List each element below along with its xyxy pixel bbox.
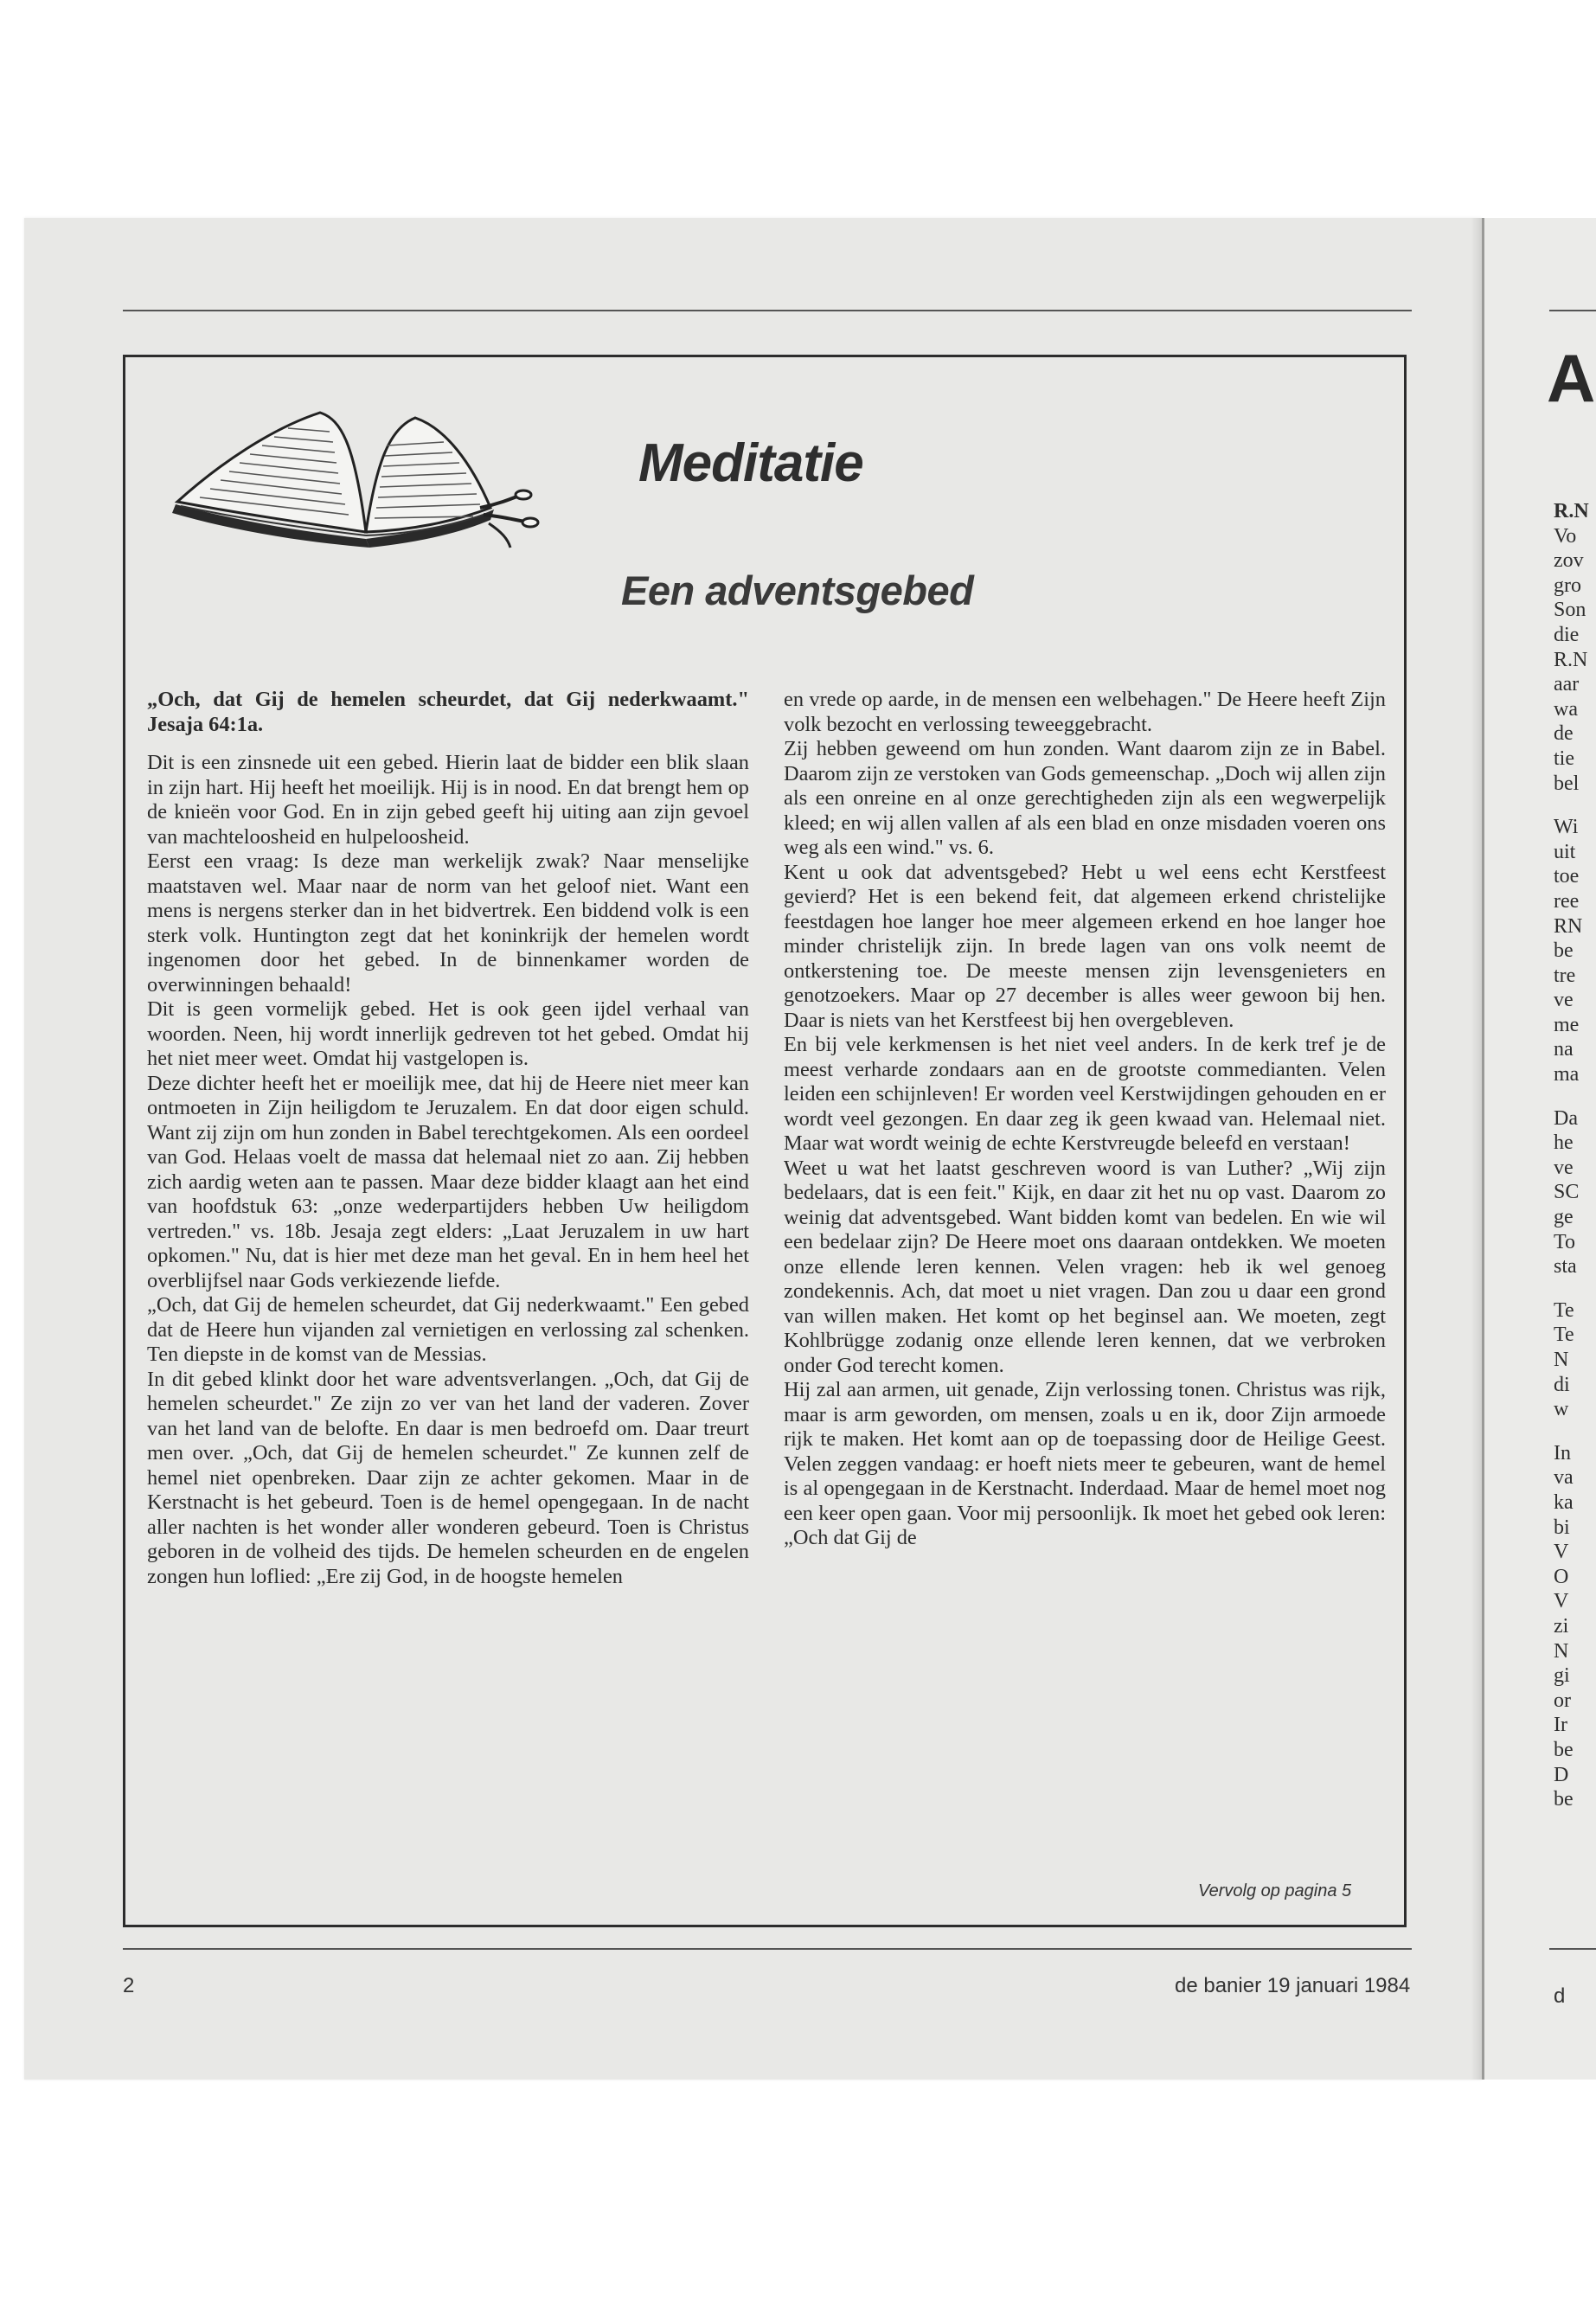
- fragment: To: [1554, 1230, 1575, 1253]
- top-rule: [123, 310, 1412, 311]
- fragment: toe: [1554, 865, 1580, 888]
- binding-shadow: [1471, 218, 1483, 2080]
- fragment: ve: [1554, 989, 1574, 1012]
- fragment: na: [1554, 1038, 1574, 1061]
- spacer: [1554, 1422, 1596, 1441]
- epigraph: [147, 688, 749, 737]
- bottom-rule: [123, 1948, 1412, 1950]
- fragment: aar: [1554, 673, 1580, 696]
- paragraph: En bij vele kerkmensen is het niet veel anders. In de kerk tref je de meest verharde zondaars aan en de grootste commedianten. Velen leiden een schijnleven! Er worden veel Kerstwijdingen gehouden en er wordt veel gezongen. En daar zeg ik geen kwaad van. Helemaal niet. Maar wat wordt weinig de echte Kerstvreugde beleefd en verstaan!: [784, 1033, 1386, 1155]
- fragment: w: [1554, 1398, 1569, 1421]
- fragment: sta: [1554, 1255, 1577, 1279]
- fragment: wa: [1554, 697, 1578, 721]
- paragraph: Zij hebben geweend om hun zonden. Want daarom zijn ze in Babel. Daarom zijn ze verstoken van Gods gemeenschap. „Doch wij allen zijn als een onreine en al onze gerechtigheden zijn als een wegwerpelijk kleed; en wij allen vallen af als een blad en onze misdaden voeren ons weg als een wind." vs. 6.: [784, 737, 1386, 859]
- page-number: 2: [123, 1974, 135, 1997]
- fragment: ree: [1554, 889, 1580, 913]
- facing-page-top-rule: [1549, 310, 1596, 311]
- fragment: N: [1554, 1349, 1569, 1371]
- fragment: R.N: [1554, 500, 1589, 522]
- continued-note: Vervolg op pagina 5: [1198, 1881, 1352, 1900]
- fragment: de: [1554, 722, 1574, 746]
- paragraph: Dit is geen vormelijk gebed. Het is ook geen ijdel verhaal van woorden. Neen, hij wordt innerlijk gedreven tot het gebed. Omdat hij het niet meer weet. Omdat hij vastgelopen is.: [147, 997, 749, 1070]
- fragment: R.N: [1554, 648, 1588, 671]
- fragment: uit: [1554, 840, 1576, 863]
- fragment: tie: [1554, 747, 1574, 770]
- fragment: RN: [1554, 914, 1583, 938]
- issue-footer: de banier 19 januari 1984: [1175, 1974, 1411, 1997]
- section-heading: Meditatie: [638, 433, 863, 493]
- fragment: In: [1554, 1441, 1571, 1465]
- right-text-column: [784, 688, 1386, 1551]
- fragment: Da: [1554, 1106, 1578, 1130]
- paragraph: Weet u wat het laatst geschreven woord is van Luther? „Wij zijn bedelaars, dat is een feit." Kijk, en daar zit het nu op vast. Daarom zo weinig dat adventsgebed. Want bidden komt van bedelen. En wie wil een bedelaar zijn? De Heere moet ons daaraan ontdekken. We moeten onze ellende leren kennen. Velen vragen: heb ik wel genoeg zondekennis. Ach, dat moet u niet vragen. Dan zou u daar een grond van willen maken. Het komt op het beginsel aan. We moeten, zegt Kohlbrügge zodanig onze ellende leren kennen, dat we verbroken onder God terecht komen.: [784, 1156, 1386, 1377]
- fragment: zov: [1554, 549, 1584, 573]
- fragment: or: [1554, 1689, 1571, 1712]
- fragment: tre: [1554, 964, 1576, 987]
- fragment: gi: [1554, 1664, 1570, 1688]
- fragment: die: [1554, 623, 1580, 646]
- fragment: gro: [1554, 574, 1581, 597]
- paragraph: Deze dichter heeft het er moeilijk mee, dat hij de Heere niet meer kan ontmoeten in Zijn heiligdom te Jeruzalem. En dat door eigen schuld. Want zij zijn om hun zonden in Babel terechtgekomen. Als een oordeel van God. Helaas voelt de massa dat helemaal niet zo aan. Zij hebben zich aardig weten aan te passen. Maar deze bidder klaagt aan het eind van hoofdstuk 63: „onze wederpartijders hebben Uw heiligdom vertreden." vs. 18b. Jesaja zegt elders: „Laat Jeruzalem in uw hart opkomen." Nu, dat is hier met deze man het geval. En in hem heel het overblijfsel naar Gods verkiezende liefde.: [147, 1071, 749, 1292]
- paragraph: Dit is een zinsnede uit een gebed. Hierin laat de bidder een blik slaan in zijn hart. Hij heeft het moeilijk. Hij is in nood. En dat brengt hem op de knieën voor God. En in zijn gebed geeft hij uiting aan zijn gevoel van machteloosheid en hulpeloosheid.: [147, 751, 749, 849]
- open-bible-icon: [169, 394, 575, 562]
- fragment: Wi: [1554, 816, 1579, 839]
- fragment: Te: [1554, 1298, 1574, 1322]
- fragment: ge: [1554, 1206, 1574, 1229]
- fragment: N: [1554, 1639, 1569, 1663]
- fragment: Vo: [1554, 524, 1577, 548]
- fragment: Son: [1554, 599, 1586, 622]
- fragment: SC: [1554, 1181, 1580, 1204]
- fragment: be: [1554, 1738, 1574, 1761]
- facing-page-footer-fragment: d: [1554, 1984, 1566, 2008]
- fragment: ve: [1554, 1156, 1574, 1179]
- facing-page-text-fragments: [1554, 499, 1596, 1812]
- fragment: bi: [1554, 1516, 1570, 1539]
- paragraph: en vrede op aarde, in de mensen een welbehagen." De Heere heeft Zijn volk bezocht en verlossing teweeggebracht.: [784, 688, 1386, 736]
- fragment: di: [1554, 1373, 1570, 1396]
- facing-page-bottom-rule: [1549, 1948, 1596, 1950]
- epigraph-reference: Jesaja 64:1a.: [147, 712, 264, 736]
- spacer: [1554, 1279, 1596, 1298]
- facing-page-heading-fragment: A: [1547, 340, 1596, 416]
- fragment: ka: [1554, 1490, 1574, 1514]
- spacer: [1554, 1087, 1596, 1106]
- paragraph: „Och, dat Gij de hemelen scheurdet, dat Gij nederkwaamt." Een gebed dat de Heere hun vijanden zal vernietigen en verlossing zal schenken. Ten diepste in de komst van de Messias.: [147, 1293, 749, 1366]
- fragment: he: [1554, 1131, 1574, 1155]
- fragment: O: [1554, 1565, 1569, 1588]
- fragment: me: [1554, 1013, 1580, 1036]
- fragment: zi: [1554, 1614, 1569, 1638]
- spacer: [1554, 796, 1596, 815]
- paragraph: Kent u ook dat adventsgebed? Hebt u wel eens echt Kerstfeest gevierd? Het is een bekend feit, dat algemeen erkend christelijke feestdagen hoe langer hoe meer algemeen erkend en hoe langer hoe minder christelijk zijn. In brede lagen van ons volk neemt de ontkerstening toe. De meeste mensen zijn levensgenieters en genotzoekers. Maar op 27 december is alles weer gewoon bij hen. Daar is niets van het Kerstfeest bij hen overgebleven.: [784, 860, 1386, 1032]
- epigraph-verse: „Och, dat Gij de hemelen scheurdet, dat Gij nederkwaamt.": [147, 688, 749, 711]
- fragment: Te: [1554, 1324, 1574, 1347]
- fragment: va: [1554, 1466, 1574, 1490]
- paragraph: Hij zal aan armen, uit genade, Zijn verlossing tonen. Christus was rijk, maar is arm geworden, om mensen, zoals u en ik, door Zijn armoede rijk te maken. Het komt aan op de toepassing door de Heilige Geest. Velen zeggen vandaag: er hoeft niets meer te gebeuren, want de hemel is al opengegaan in de Kerstnacht. Inderdaad. Maar de hemel moet nog een keer open gaan. Voor mij persoonlijk. Ik moet het gebed ook leren: „Och dat Gij de: [784, 1378, 1386, 1549]
- fragment: be: [1554, 939, 1574, 963]
- paragraph: Eerst een vraag: Is deze man werkelijk zwak? Naar menselijke maatstaven wel. Maar naar de norm van het geloof niet. Want een mens is nergens sterker dan in het bidvertrek. Een biddend volk is een sterk volk. Huntington zegt dat het koninkrijk der hemelen wordt ingenomen door het gebed. In de binnenkamer worden de overwinningen behaald!: [147, 849, 749, 997]
- fragment: bel: [1554, 772, 1580, 795]
- fragment: V: [1554, 1541, 1569, 1564]
- fragment: D: [1554, 1763, 1569, 1786]
- fragment: V: [1554, 1590, 1569, 1613]
- fragment: ma: [1554, 1063, 1580, 1086]
- facing-page-edge: [1482, 218, 1596, 2080]
- paragraph: In dit gebed klinkt door het ware adventsverlangen. „Och, dat Gij de hemelen scheurdet." Ze zijn zo ver van het land der vaderen. Zover van het land van de belofte. En daar is men bedroefd om. Daar treurt men over. „Och, dat Gij de hemelen scheurdet." Ze kunnen zelf de hemel niet openbreken. Daar zijn ze achter gekomen. Maar in de Kerstnacht is het gebeurd. Toen is de hemel opengegaan. In de nacht aller nachten is het wonder aller wonderen gebeurd. Toen is Christus geboren in de volheid des tijds. De hemelen scheurden en de engelen zongen hun loflied: „Ere zij God, in de hoogste hemelen: [147, 1367, 749, 1588]
- article-title: Een adventsgebed: [621, 567, 974, 613]
- fragment: Ir: [1554, 1714, 1567, 1737]
- fragment: be: [1554, 1788, 1574, 1811]
- left-text-column: [147, 688, 749, 1589]
